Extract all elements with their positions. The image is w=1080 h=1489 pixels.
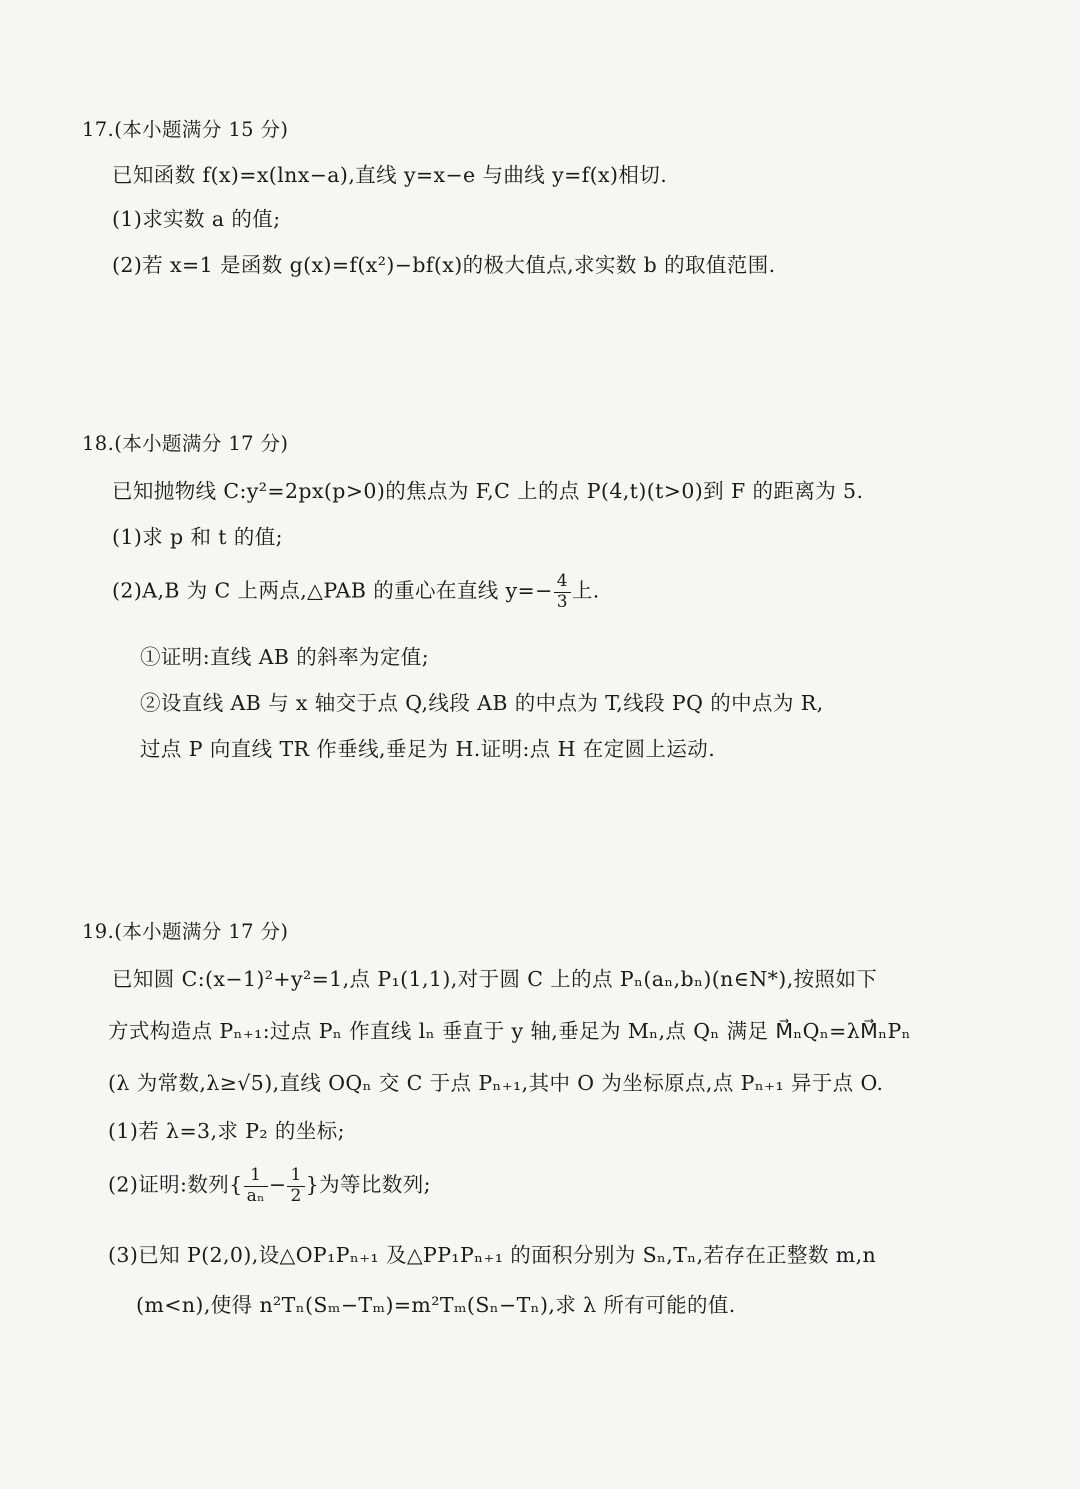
q19-part2 [108,1166,431,1206]
q18-sub2-line1: ②设直线 AB 与 x 轴交于点 Q,线段 AB 的中点为 T,线段 PQ 的中点为 R, [140,691,824,715]
q18-part2 [112,572,600,612]
q19-part2-tail: }为等比数列; [305,1172,431,1197]
q18-part2-tail: 上. [571,578,600,603]
fraction-denominator: 3 [554,592,571,613]
fraction-numerator: 4 [556,571,568,591]
q19-stem-line3: (λ 为常数,λ≥√5),直线 OQₙ 交 C 于点 Pₙ₊₁,其中 O 为坐标原点,点 Pₙ₊₁ 异于点 O. [108,1071,884,1095]
fraction-four-thirds [554,572,571,612]
q19-stem-line2: 方式构造点 Pₙ₊₁:过点 Pₙ 作直线 lₙ 垂直于 y 轴,垂足为 Mₙ,点 Qₙ 满足 M⃗ₙQₙ=λM⃗ₙPₙ [108,1019,911,1043]
fraction-denominator: 2 [287,1186,304,1207]
q18-part1: (1)求 p 和 t 的值; [112,525,283,549]
q17-heading: 17.(本小题满分 15 分) [82,118,289,141]
q17-part1: (1)求实数 a 的值; [112,207,281,231]
fraction-numerator: 1 [290,1165,302,1185]
q19-part3-line2: (m<n),使得 n²Tₙ(Sₘ−Tₘ)=m²Tₘ(Sₙ−Tₙ),求 λ 所有可能的值. [136,1293,736,1317]
q18-sub1: ①证明:直线 AB 的斜率为定值; [140,645,430,669]
q18-sub2-line2: 过点 P 向直线 TR 作垂线,垂足为 H.证明:点 H 在定圆上运动. [140,737,716,761]
q19-part2-text: (2)证明:数列{ [108,1172,243,1197]
q19-part3-line1: (3)已知 P(2,0),设△OP₁Pₙ₊₁ 及△PP₁Pₙ₊₁ 的面积分别为 Sₙ,Tₙ,若存在正整数 m,n [108,1243,877,1267]
q19-heading: 19.(本小题满分 17 分) [82,920,289,943]
fraction-one-half [287,1166,304,1206]
q17-stem: 已知函数 f(x)=x(lnx−a),直线 y=x−e 与曲线 y=f(x)相切. [112,163,668,187]
q19-stem-line1: 已知圆 C:(x−1)²+y²=1,点 P₁(1,1),对于圆 C 上的点 Pₙ(aₙ,bₙ)(n∈N*),按照如下 [112,967,878,991]
q17-part2: (2)若 x=1 是函数 g(x)=f(x²)−bf(x)的极大值点,求实数 b 的取值范围. [112,253,776,277]
q18-part2-text: (2)A,B 为 C 上两点,△PAB 的重心在直线 y=− [112,578,553,603]
minus-sign: − [268,1172,287,1197]
q18-stem: 已知抛物线 C:y²=2px(p>0)的焦点为 F,C 上的点 P(4,t)(t>0)到 F 的距离为 5. [112,479,864,503]
fraction-numerator: 1 [250,1165,262,1185]
q18-heading: 18.(本小题满分 17 分) [82,432,289,455]
fraction-denominator: aₙ [244,1186,268,1207]
fraction-one-over-an [244,1166,268,1206]
q19-part1: (1)若 λ=3,求 P₂ 的坐标; [108,1119,345,1143]
